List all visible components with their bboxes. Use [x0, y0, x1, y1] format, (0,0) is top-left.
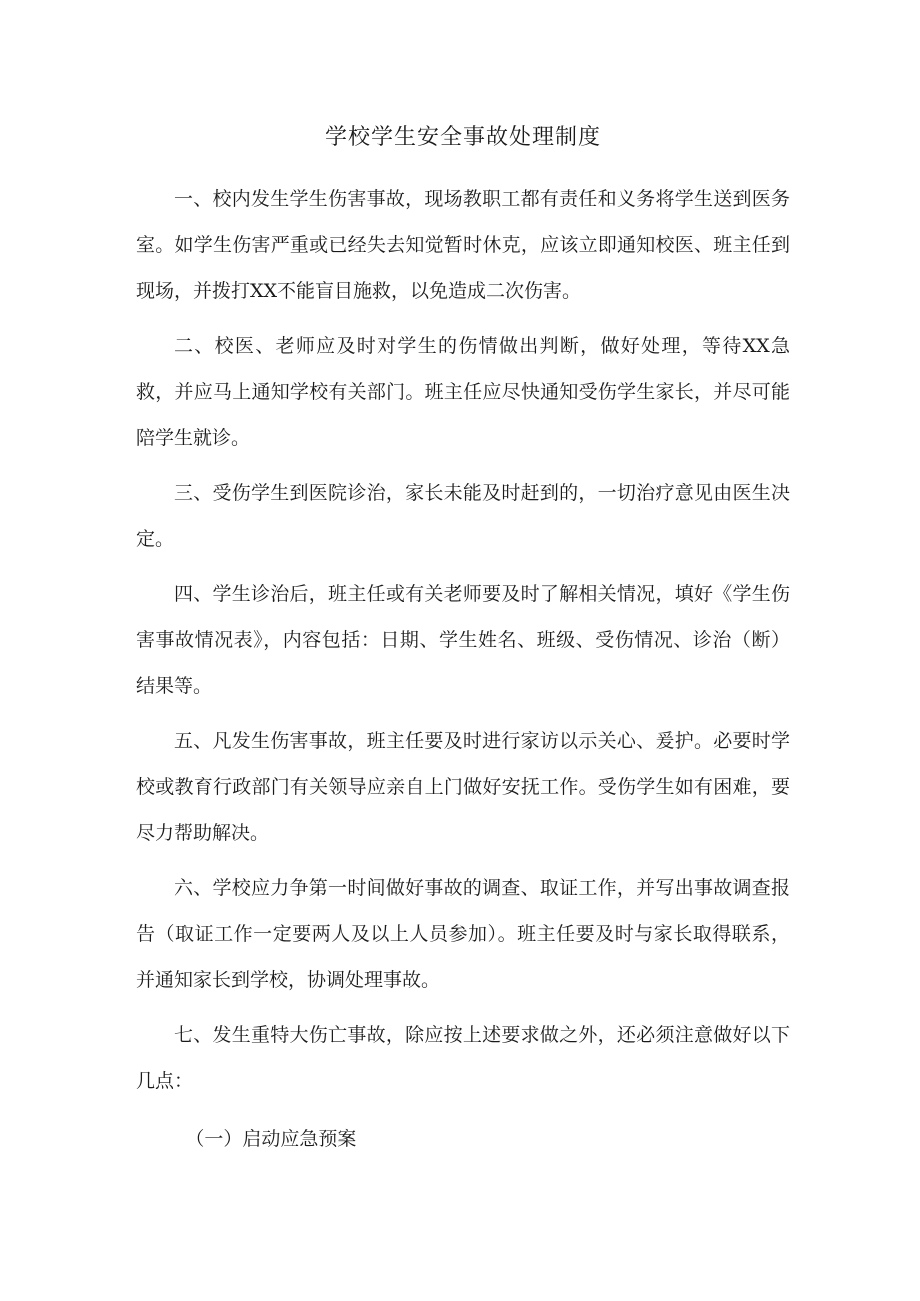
document-body	[136, 176, 790, 1162]
document-title: 学校学生安全事故处理制度	[324, 125, 601, 150]
paragraph-1: 一、校内发生学生伤害事故，现场教职工都有责任和义务将学生送到医务室。如学生伤害严重或已经失去知觉暂时休克，应该立即通知校医、班主任到现场，并拨打XX不能盲目施救，以免造成二次伤害。	[136, 188, 790, 302]
paragraph-2: 二、校医、老师应及时对学生的伤情做出判断，做好处理，等待XX急救，并应马上通知学校有关部门。班主任应尽快通知受伤学生家长，并尽可能陪学生就诊。	[136, 335, 790, 449]
paragraph-7: 七、发生重特大伤亡事故，除应按上述要求做之外，还必须注意做好以下几点：	[136, 1024, 790, 1092]
subheading-emergency-plan: （一）启动应急预案	[185, 1128, 357, 1150]
paragraph-6: 六、学校应力争第一时间做好事故的调查、取证工作，并写出事故调查报告（取证工作一定要两人及以上人员参加）。班主任要及时与家长取得联系，并通知家长到学校，协调处理事故。	[136, 877, 790, 991]
paragraph-5: 五、凡发生伤害事故，班主任要及时进行家访以示关心、爰护。必要时学校或教育行政部门有关领导应亲自上门做好安抚工作。受伤学生如有困难，要尽力帮助解决。	[136, 730, 790, 844]
paragraph-4: 四、学生诊治后，班主任或有关老师要及时了解相关情况，填好《学生伤害事故情况表》，内容包括：日期、学生姓名、班级、受伤情况、诊治（断）结果等。	[136, 583, 790, 697]
paragraph-3: 三、受伤学生到医院诊治，家长未能及时赶到的，一切治疗意见由医生决定。	[136, 482, 790, 550]
